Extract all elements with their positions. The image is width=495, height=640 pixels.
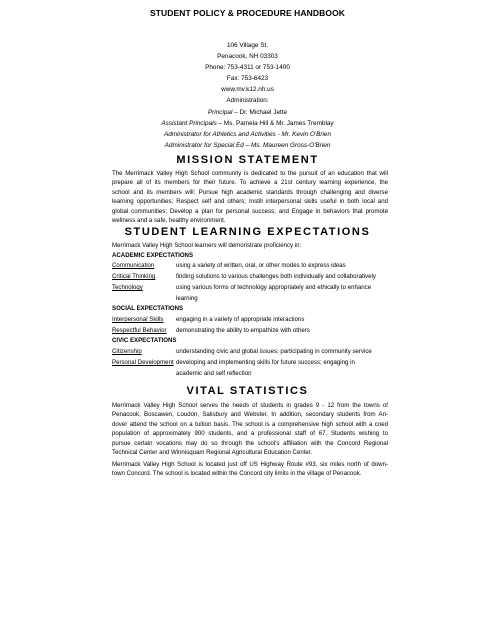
assistant-principals-names: – Ms. Pamela Hill & Mr. James Tremblay bbox=[216, 119, 334, 127]
civic-expectations-label: CIVIC EXPECTATIONS bbox=[112, 337, 177, 344]
vital-line: dover attend the school on a tuition basis. The school is a comprehensive high school with a coed bbox=[112, 420, 388, 428]
mission-line: learning opportunities; Respect self and others; Instill interpersonal skills useful in both local and bbox=[112, 198, 388, 206]
expectation-desc: finding solutions to various challenges both individually and collaboratively bbox=[176, 273, 376, 280]
vital-line: population of approximately 900 students, and a professional staff of 67. Students wishing to bbox=[112, 430, 388, 438]
expectation-desc: developing and implementing skills for future success; engaging in bbox=[176, 359, 355, 366]
administration-label: Administration: bbox=[226, 97, 269, 105]
expectation-desc: using various forms of technology appropriately and ethically to enhance bbox=[176, 284, 372, 291]
athletics-admin-line bbox=[0, 129, 495, 140]
principal-role: Principal bbox=[207, 108, 233, 116]
expectation-term: Critical Thinking bbox=[112, 273, 156, 280]
vital-statistics-heading: VITAL STATISTICS bbox=[186, 385, 309, 397]
mission-line: school and its members will: Pursue high academic standards through challenging and diverse bbox=[112, 188, 388, 196]
vital-line: Penacook, Boscawen, Loudon, Salisbury and Webster. In addition, secondary students from An- bbox=[112, 411, 388, 419]
athletics-admin-role: Administrator for Athletics and Activities bbox=[163, 130, 276, 138]
expectations-heading: STUDENT LEARNING EXPECTATIONS bbox=[124, 226, 371, 238]
expectations-intro: Merrimack Valley High School learners will demonstrate proficiency in: bbox=[112, 242, 302, 249]
athletics-admin-name: - Mr. Kevin O'Brien bbox=[275, 130, 332, 138]
vital-location-paragraph bbox=[112, 460, 388, 479]
vital-line: Merrimack Valley High School is located just off US Highway Route #93, six miles north of down- bbox=[112, 461, 388, 468]
principal-line bbox=[0, 107, 495, 118]
mission-line: prepare all of its members for their future. To achieve a 21st century learning experience, the bbox=[112, 179, 388, 187]
vital-line: Technical Center and Winnisquam Regional Agricultural Education Center. bbox=[112, 449, 313, 457]
expectation-desc: using a variety of written, oral, or other modes to express ideas bbox=[176, 262, 346, 269]
special-ed-admin-line bbox=[0, 140, 495, 151]
mission-heading: MISSION STATEMENT bbox=[176, 154, 319, 166]
special-ed-admin-name: – Ms. Maureen Gross-O'Brien bbox=[243, 141, 331, 149]
assistant-principals-role: Assistant Principals bbox=[161, 119, 217, 127]
social-expectations-label: SOCIAL EXPECTATIONS bbox=[112, 305, 184, 312]
expectation-term: Personal Development bbox=[112, 359, 174, 366]
expectation-desc-continued: learning bbox=[176, 295, 198, 302]
city-state-zip: Penacook, NH 03303 bbox=[217, 53, 278, 61]
mission-line: The Merrimack Valley High School community is dedicated to the pursuit of an education that will bbox=[112, 170, 388, 177]
vital-line: pursue certain vocations may do so through the school's affiliation with the Concord Regional bbox=[112, 439, 388, 447]
mission-line: global communities; Develop a plan for personal success; and Engage in behaviors that promote bbox=[112, 207, 388, 215]
expectation-desc-continued: academic and self reflection bbox=[176, 370, 252, 377]
vital-statistics-paragraph bbox=[112, 401, 388, 457]
contact-block bbox=[0, 40, 495, 151]
mission-line: wellness and a safe, healthy environment. bbox=[112, 217, 226, 225]
expectation-desc: engaging in a variety of appropriate interactions bbox=[176, 316, 305, 323]
expectation-term: Citizenship bbox=[112, 348, 142, 355]
academic-expectations-label: ACADEMIC EXPECTATIONS bbox=[112, 252, 194, 259]
expectation-term: Interpersonal Skills bbox=[112, 316, 164, 323]
phone-number: Phone: 753-4311 or 753-1400 bbox=[205, 64, 290, 72]
vital-line: Merrimack Valley High School serves the needs of students in grades 9 - 12 from the towns of bbox=[112, 402, 388, 409]
fax-number: Fax: 753-6423 bbox=[226, 75, 269, 83]
expectation-desc: demonstrating the ability to empathize with others bbox=[176, 327, 310, 334]
assistant-principals-line bbox=[0, 118, 495, 129]
website: www.mv.k12.nh.us bbox=[221, 86, 274, 94]
expectation-term: Communication bbox=[112, 262, 155, 269]
expectation-desc: understanding civic and global issues; participating in community service bbox=[176, 348, 372, 355]
mission-paragraph bbox=[112, 169, 388, 225]
page-title: STUDENT POLICY & PROCEDURE HANDBOOK bbox=[149, 8, 346, 18]
special-ed-admin-role: Administrator for Special Ed bbox=[164, 141, 244, 149]
expectation-term: Technology bbox=[112, 284, 143, 291]
vital-line: town Concord. The school is located within the Concord city limits in the village of Penacook. bbox=[112, 470, 362, 478]
principal-name: – Dr. Michael Jette bbox=[232, 108, 288, 116]
expectation-term: Respectful Behavior bbox=[112, 327, 167, 334]
street-address: 106 Village St. bbox=[226, 42, 269, 49]
